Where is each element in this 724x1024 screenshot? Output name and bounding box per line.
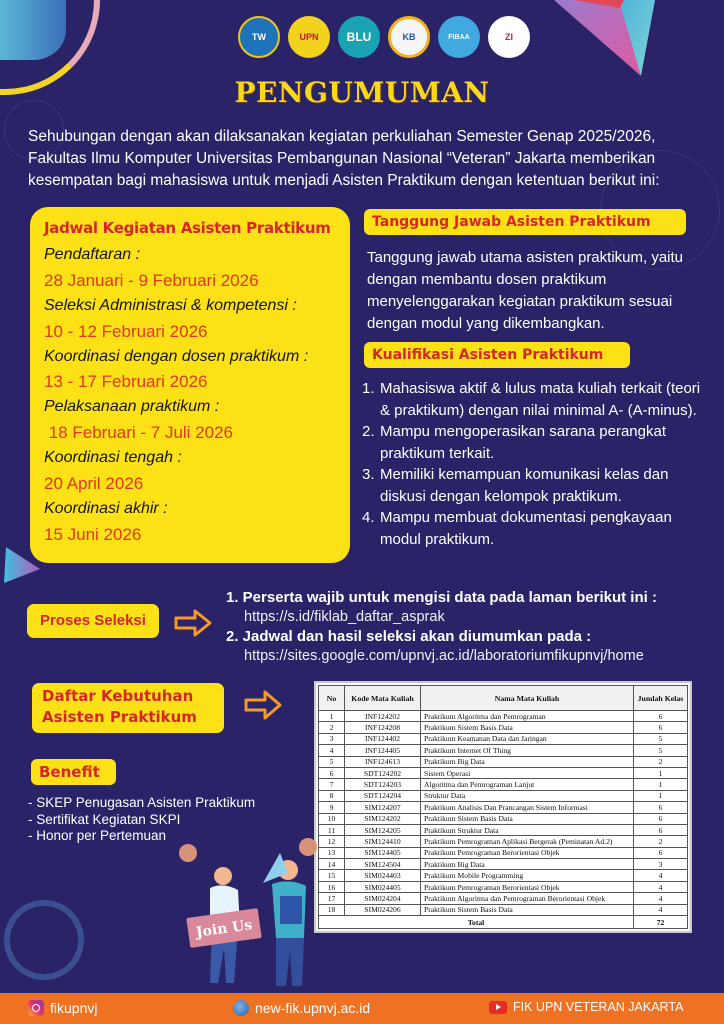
- row-no: 2: [319, 722, 345, 733]
- schedule-date: 20 April 2026: [44, 473, 144, 493]
- class-count: 4: [634, 904, 688, 915]
- table-row: [319, 813, 688, 824]
- website-url: new-fik.upnvj.ac.id: [255, 1000, 371, 1016]
- row-no: 17: [319, 893, 345, 904]
- course-code: SDT124203: [345, 779, 421, 790]
- schedule-label: Pendaftaran :: [44, 246, 141, 263]
- benefit-item: - Honor per Pertemuan: [28, 828, 167, 843]
- table-row: [319, 733, 688, 744]
- youtube-icon: [489, 1001, 507, 1014]
- header-code: Kode Mata Kuliah: [345, 686, 421, 711]
- row-no: 6: [319, 767, 345, 778]
- qualification-list: [362, 378, 714, 550]
- course-code: SIM124405: [345, 847, 421, 858]
- course-name: Praktikum Sistem Basis Data: [421, 813, 634, 824]
- needs-heading: [32, 683, 224, 733]
- selection-heading: Proses Seleksi: [27, 604, 159, 638]
- course-name: Struktur Data: [421, 790, 634, 801]
- course-name: Praktikum Big Data: [421, 859, 634, 870]
- schedule-heading: Jadwal Kegiatan Asisten Praktikum: [44, 219, 331, 237]
- schedule-label: Seleksi Administrasi & kompetensi :: [44, 296, 297, 314]
- schedule-date: 13 - 17 Februari 2026: [44, 372, 208, 392]
- table-row: [319, 745, 688, 756]
- join-us-sign: Join Us: [195, 917, 254, 941]
- course-name: Praktikum Mobile Programming: [421, 870, 634, 881]
- class-count: 6: [634, 813, 688, 824]
- course-name: Praktikum Analisis Dan Prancangan Sistem Informasi: [421, 802, 634, 813]
- footer-website[interactable]: [233, 1000, 370, 1016]
- course-code: SIM124504: [345, 859, 421, 870]
- course-code: INF124208: [345, 722, 421, 733]
- item-text: Memiliki kemampuan komunikasi kelas dan diskusi dengan kelompok praktikum.: [380, 466, 669, 505]
- table-row: [319, 790, 688, 801]
- decorative-triangle: [554, 0, 724, 80]
- schedule-item: [44, 446, 340, 497]
- table-row: [319, 824, 688, 835]
- item-number: 1.: [362, 380, 375, 397]
- page-title: PENGUMUMAN: [234, 76, 490, 109]
- class-count: 1: [634, 779, 688, 790]
- schedule-item: [44, 345, 340, 396]
- course-code: SIM024206: [345, 904, 421, 915]
- table-row: [319, 756, 688, 767]
- selection-steps: [226, 588, 716, 666]
- course-name: Praktikum Internet Of Thing: [421, 745, 634, 756]
- footer-instagram[interactable]: [28, 1000, 97, 1016]
- class-count: 6: [634, 824, 688, 835]
- footer-bar: [0, 993, 724, 1024]
- globe-icon: [233, 1000, 249, 1016]
- schedule-date: 18 Februari - 7 Juli 2026: [44, 423, 233, 443]
- needs-heading-line: Asisten Praktikum: [42, 708, 197, 726]
- qualification-item: [362, 378, 714, 421]
- decorative-circle: [0, 0, 66, 60]
- class-count: 4: [634, 881, 688, 892]
- table-row: [319, 711, 688, 722]
- row-no: 4: [319, 745, 345, 756]
- needs-table-container: [314, 681, 692, 933]
- fibaa-logo: FIBAA: [438, 16, 480, 58]
- course-name: Praktikum Algoritma dan Pemrograman: [421, 711, 634, 722]
- course-code: SIM124202: [345, 813, 421, 824]
- qualification-heading: Kualifikasi Asisten Praktikum: [364, 342, 630, 368]
- chat-bubble-icon: [299, 838, 317, 856]
- logo-row: [238, 16, 530, 58]
- schedule-card: [30, 207, 350, 563]
- course-code: SDT124202: [345, 767, 421, 778]
- row-no: 14: [319, 859, 345, 870]
- table-row: [319, 847, 688, 858]
- class-count: 6: [634, 847, 688, 858]
- item-text: Mampu membuat dokumentasi pengkayaan modul praktikum.: [380, 509, 672, 548]
- table-row: [319, 904, 688, 915]
- item-text: Mampu mengoperasikan sarana perangkat praktikum terkait.: [380, 423, 667, 462]
- registration-link[interactable]: https://s.id/fiklab_daftar_asprak: [244, 609, 445, 625]
- arrow-right-icon: [173, 608, 213, 638]
- row-no: 9: [319, 802, 345, 813]
- row-no: 10: [319, 813, 345, 824]
- row-no: 7: [319, 779, 345, 790]
- item-number: 4.: [362, 509, 375, 526]
- class-count: 4: [634, 893, 688, 904]
- header-no: No: [319, 686, 345, 711]
- course-code: INF124402: [345, 733, 421, 744]
- lab-site-link[interactable]: https://sites.google.com/upnvj.ac.id/laboratoriumfikupnvj/home: [244, 648, 644, 664]
- table-header-row: [319, 686, 688, 711]
- total-label: Total: [319, 916, 634, 929]
- course-name: Praktikum Sistem Basis Data: [421, 722, 634, 733]
- class-count: 6: [634, 722, 688, 733]
- row-no: 3: [319, 733, 345, 744]
- row-no: 8: [319, 790, 345, 801]
- class-count: 5: [634, 745, 688, 756]
- responsibility-heading: Tanggung Jawab Asisten Praktikum: [364, 209, 686, 235]
- class-count: 4: [634, 870, 688, 881]
- class-count: 1: [634, 767, 688, 778]
- row-no: 13: [319, 847, 345, 858]
- class-count: 5: [634, 733, 688, 744]
- schedule-item: [44, 294, 340, 345]
- schedule-item: [44, 395, 340, 446]
- header-class-count: Jumlah Kelas: [634, 686, 688, 711]
- instagram-icon: [28, 1000, 44, 1016]
- course-name: Praktikum Pemrograman Berorientasi Objek: [421, 881, 634, 892]
- header-course-name: Nama Mata Kuliah: [421, 686, 634, 711]
- row-no: 18: [319, 904, 345, 915]
- course-code: SIM124207: [345, 802, 421, 813]
- course-code: SIM024405: [345, 881, 421, 892]
- table-row: [319, 779, 688, 790]
- row-no: 16: [319, 881, 345, 892]
- kampus-berdampak-logo: KB: [388, 16, 430, 58]
- schedule-label: Koordinasi akhir :: [44, 499, 168, 517]
- item-number: 3.: [362, 466, 375, 483]
- item-text: Mahasiswa aktif & lulus mata kuliah terkait (teori & praktikum) dengan nilai minimal A- (A-minus).: [380, 380, 701, 419]
- course-code: INF124202: [345, 711, 421, 722]
- class-count: 6: [634, 711, 688, 722]
- needs-table: [318, 685, 688, 929]
- class-count: 6: [634, 802, 688, 813]
- table-row: [319, 870, 688, 881]
- row-no: 12: [319, 836, 345, 847]
- kemendikbud-logo: TW: [238, 16, 280, 58]
- decorative-faint-ring: [4, 900, 84, 980]
- course-name: Praktikum Pemrograman Berorientasi Objek: [421, 847, 634, 858]
- row-no: 11: [319, 824, 345, 835]
- schedule-date: 28 Januari - 9 Februari 2026: [44, 270, 259, 290]
- table-row: [319, 802, 688, 813]
- item-number: 2.: [362, 423, 375, 440]
- instagram-handle: fikupnvj: [50, 1000, 98, 1016]
- course-code: SIM124410: [345, 836, 421, 847]
- course-name: Sistem Operasi: [421, 767, 634, 778]
- qualification-item: [362, 464, 714, 507]
- needs-heading-line: Daftar Kebutuhan: [42, 687, 194, 705]
- table-row: [319, 722, 688, 733]
- footer-youtube[interactable]: [489, 1000, 683, 1014]
- selection-step: 1. Perserta wajib untuk mengisi data pada laman berikut ini :: [226, 589, 657, 606]
- course-name: Praktikum Big Data: [421, 756, 634, 767]
- course-code: SIM024204: [345, 893, 421, 904]
- join-us-illustration: [168, 838, 318, 988]
- arrow-right-icon: [243, 689, 283, 721]
- course-name: Praktikum Sistem Basis Data: [421, 904, 634, 915]
- course-code: INF124613: [345, 756, 421, 767]
- blu-logo: BLU: [338, 16, 380, 58]
- benefit-heading: Benefit: [31, 759, 116, 785]
- table-total-row: [319, 916, 688, 929]
- course-name: Praktikum Keamanan Data dan Jaringan: [421, 733, 634, 744]
- table-row: [319, 767, 688, 778]
- intro-paragraph: Sehubungan dengan akan dilaksanakan kegiatan perkuliahan Semester Genap 2025/2026, Fakultas Ilmu Komputer Universitas Pembangunan Nasional “Veteran” Jakarta memberikan kesempatan bagi mahasiswa untuk menjadi Asisten Praktikum dengan ketentuan berikut ini:: [28, 128, 660, 189]
- table-row: [319, 893, 688, 904]
- chat-bubble-icon: [179, 844, 197, 862]
- responsibility-text: Tanggung jawab utama asisten praktikum, yaitu dengan membantu dosen praktikum menyelenggarakan kegiatan praktikum sesuai dengan modul yang dikembangkan.: [367, 249, 684, 332]
- upnvj-logo: UPN: [288, 16, 330, 58]
- course-code: SDT124204: [345, 790, 421, 801]
- table-row: [319, 836, 688, 847]
- course-name: Praktikum Struktur Data: [421, 824, 634, 835]
- course-name: Algoritma dan Pemrograman Lanjut: [421, 779, 634, 790]
- schedule-label: Koordinasi tengah :: [44, 449, 182, 467]
- schedule-item: [44, 497, 340, 548]
- selection-step: 2. Jadwal dan hasil seleksi akan diumumkan pada :: [226, 628, 592, 645]
- course-code: INF124405: [345, 745, 421, 756]
- table-row: [319, 881, 688, 892]
- youtube-channel: FIK UPN VETERAN JAKARTA: [513, 1000, 684, 1014]
- table-row: [319, 859, 688, 870]
- total-value: 72: [634, 916, 688, 929]
- benefit-item: - SKEP Penugasan Asisten Praktikum: [28, 795, 256, 810]
- row-no: 1: [319, 711, 345, 722]
- course-name: Praktikum Pemrograman Aplikasi Bergerak (Peminatan Ad.2): [421, 836, 634, 847]
- class-count: 2: [634, 756, 688, 767]
- course-code: SIM024403: [345, 870, 421, 881]
- benefit-item: - Sertifikat Kegiatan SKPI: [28, 811, 181, 827]
- class-count: 3: [634, 859, 688, 870]
- schedule-label: Koordinasi dengan dosen praktikum :: [44, 347, 309, 365]
- course-code: SIM124205: [345, 824, 421, 835]
- qualification-item: [362, 507, 714, 550]
- schedule-date: 10 - 12 Februari 2026: [44, 321, 208, 341]
- schedule-label: Pelaksanaan praktikum :: [44, 398, 220, 416]
- row-no: 5: [319, 756, 345, 767]
- row-no: 15: [319, 870, 345, 881]
- course-name: Praktikum Algoritma dan Pemrograman Berorientasi Objek: [421, 893, 634, 904]
- schedule-date: 15 Juni 2026: [44, 524, 142, 544]
- zona-integritas-logo: ZI: [488, 16, 530, 58]
- schedule-item: [44, 243, 340, 294]
- qualification-item: [362, 421, 714, 464]
- class-count: 1: [634, 790, 688, 801]
- class-count: 2: [634, 836, 688, 847]
